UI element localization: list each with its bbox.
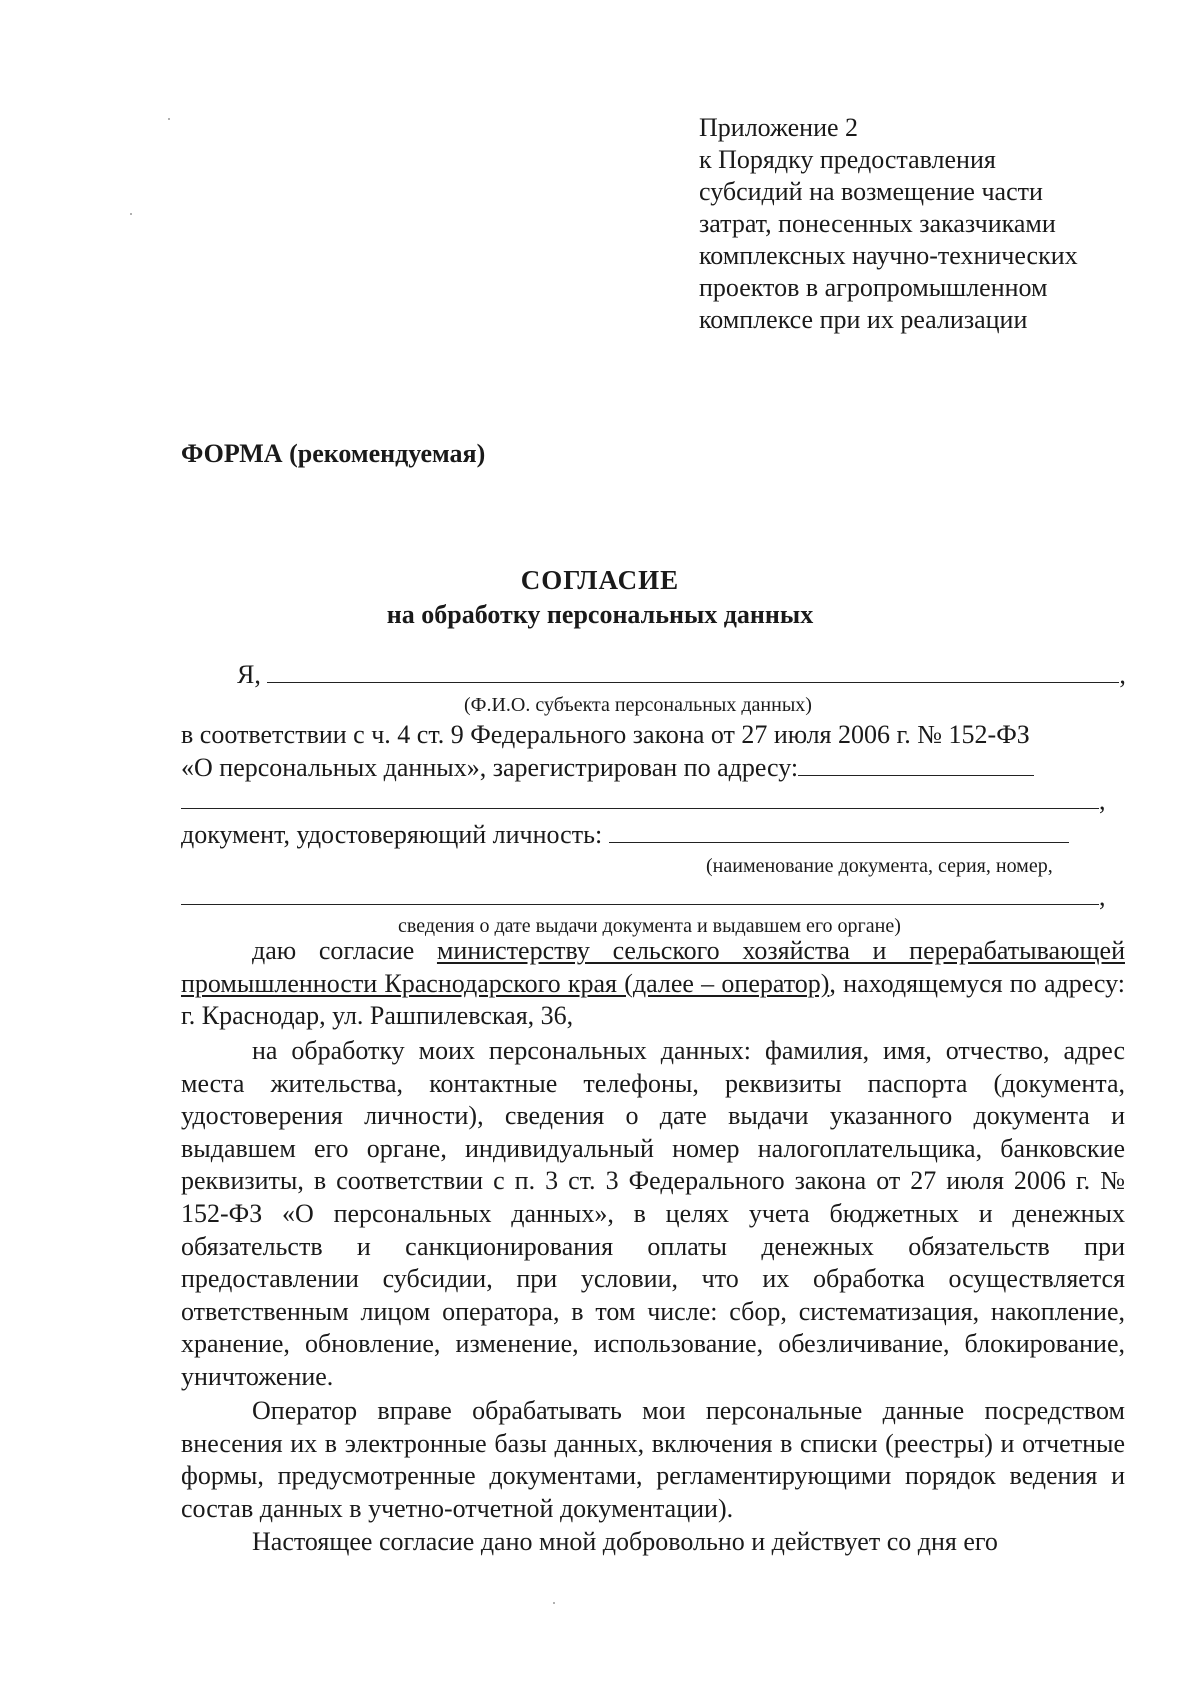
address-label: «О персональных данных», зарегистрирован по адресу: xyxy=(181,753,799,782)
address-suffix: , xyxy=(1099,786,1106,815)
appendix-header xyxy=(699,112,1159,336)
scan-speck xyxy=(130,213,132,215)
law-line: в соответствии с ч. 4 ст. 9 Федерального закона от 27 июля 2006 г. № 152-ФЗ xyxy=(181,720,1030,749)
document-line xyxy=(181,820,1069,850)
document-blank-2[interactable] xyxy=(181,882,1099,905)
issue-hint: сведения о дате выдачи документа и выдавшем его органе) xyxy=(398,915,901,937)
document-continuation-line xyxy=(181,882,1106,912)
form-label: ФОРМА (рекомендуемая) xyxy=(181,439,486,468)
document-subtitle: на обработку персональных данных xyxy=(386,600,814,629)
address-blank-2[interactable] xyxy=(181,786,1099,809)
operator-name: министерству сельского хозяйства и перерабатывающей промышленности Краснодарского края (далее – оператор) xyxy=(181,936,1125,998)
validity-paragraph: Настоящее согласие дано мной добровольно и действует со дня его xyxy=(252,1527,998,1556)
processing-paragraph: на обработку моих персональных данных: фамилия, имя, отчество, адрес места жительства, контактные телефоны, реквизиты паспорта (документа, удостоверения личности), сведения о дате выдачи указанного документа и выдавшем его органе, индивидуальный номер налогоплательщика, банковские реквизиты, в соответствии с п. 3 ст. 3 Федерального закона от 27 июля 2006 г. № 152-ФЗ «О персональных данных», в целях учета бюджетных и денежных обязательств и санкционирования оплаты денежных обязательств при предоставлении субсидии, при условии, что их обработка осуществляется ответственным лицом оператора, в том числе: сбор, систематизация, накопление, хранение, обновление, изменение, использование, обезличивание, блокирование, уничтожение. xyxy=(181,1036,1125,1391)
scan-speck xyxy=(168,118,170,120)
fio-line xyxy=(237,660,1126,690)
fio-suffix: , xyxy=(1119,660,1126,689)
appendix-line: комплексе при их реализации xyxy=(699,305,1028,334)
document-blank[interactable] xyxy=(609,820,1069,843)
document-title: СОГЛАСИЕ xyxy=(520,565,680,595)
appendix-line: проектов в агропромышленном xyxy=(699,273,1048,302)
appendix-line: субсидий на возмещение части xyxy=(699,177,1043,206)
consent-end: , находящемуся по адресу: г. Краснодар, ул. Рашпилевская, 36, xyxy=(181,968,1125,1031)
document-hint: (наименование документа, серия, номер, xyxy=(706,855,1053,877)
appendix-line: комплексных научно-технических xyxy=(699,241,1078,270)
document-label: документ, удостоверяющий личность: xyxy=(181,820,603,849)
fio-blank[interactable] xyxy=(267,660,1119,683)
ya-prefix: Я, xyxy=(237,660,261,689)
document-suffix: , xyxy=(1099,882,1106,911)
scan-speck xyxy=(553,1602,555,1604)
address-blank[interactable] xyxy=(798,753,1034,776)
appendix-line: затрат, понесенных заказчиками xyxy=(699,209,1056,238)
fio-hint: (Ф.И.О. субъекта персональных данных) xyxy=(464,694,812,716)
appendix-line: к Порядку предоставления xyxy=(699,145,996,174)
consent-start: даю согласие xyxy=(252,936,437,965)
consent-paragraph xyxy=(181,935,1125,1033)
address-continuation-line xyxy=(181,786,1106,816)
operator-rights-paragraph: Оператор вправе обрабатывать мои персональные данные посредством внесения их в электронные базы данных, включения в списки (реестры) и отчетные формы, предусмотренные документами, регламентирующими порядок ведения и состав данных в учетно-отчетной документации). xyxy=(181,1396,1125,1523)
appendix-line: Приложение 2 xyxy=(699,113,859,142)
address-line xyxy=(181,753,1034,783)
